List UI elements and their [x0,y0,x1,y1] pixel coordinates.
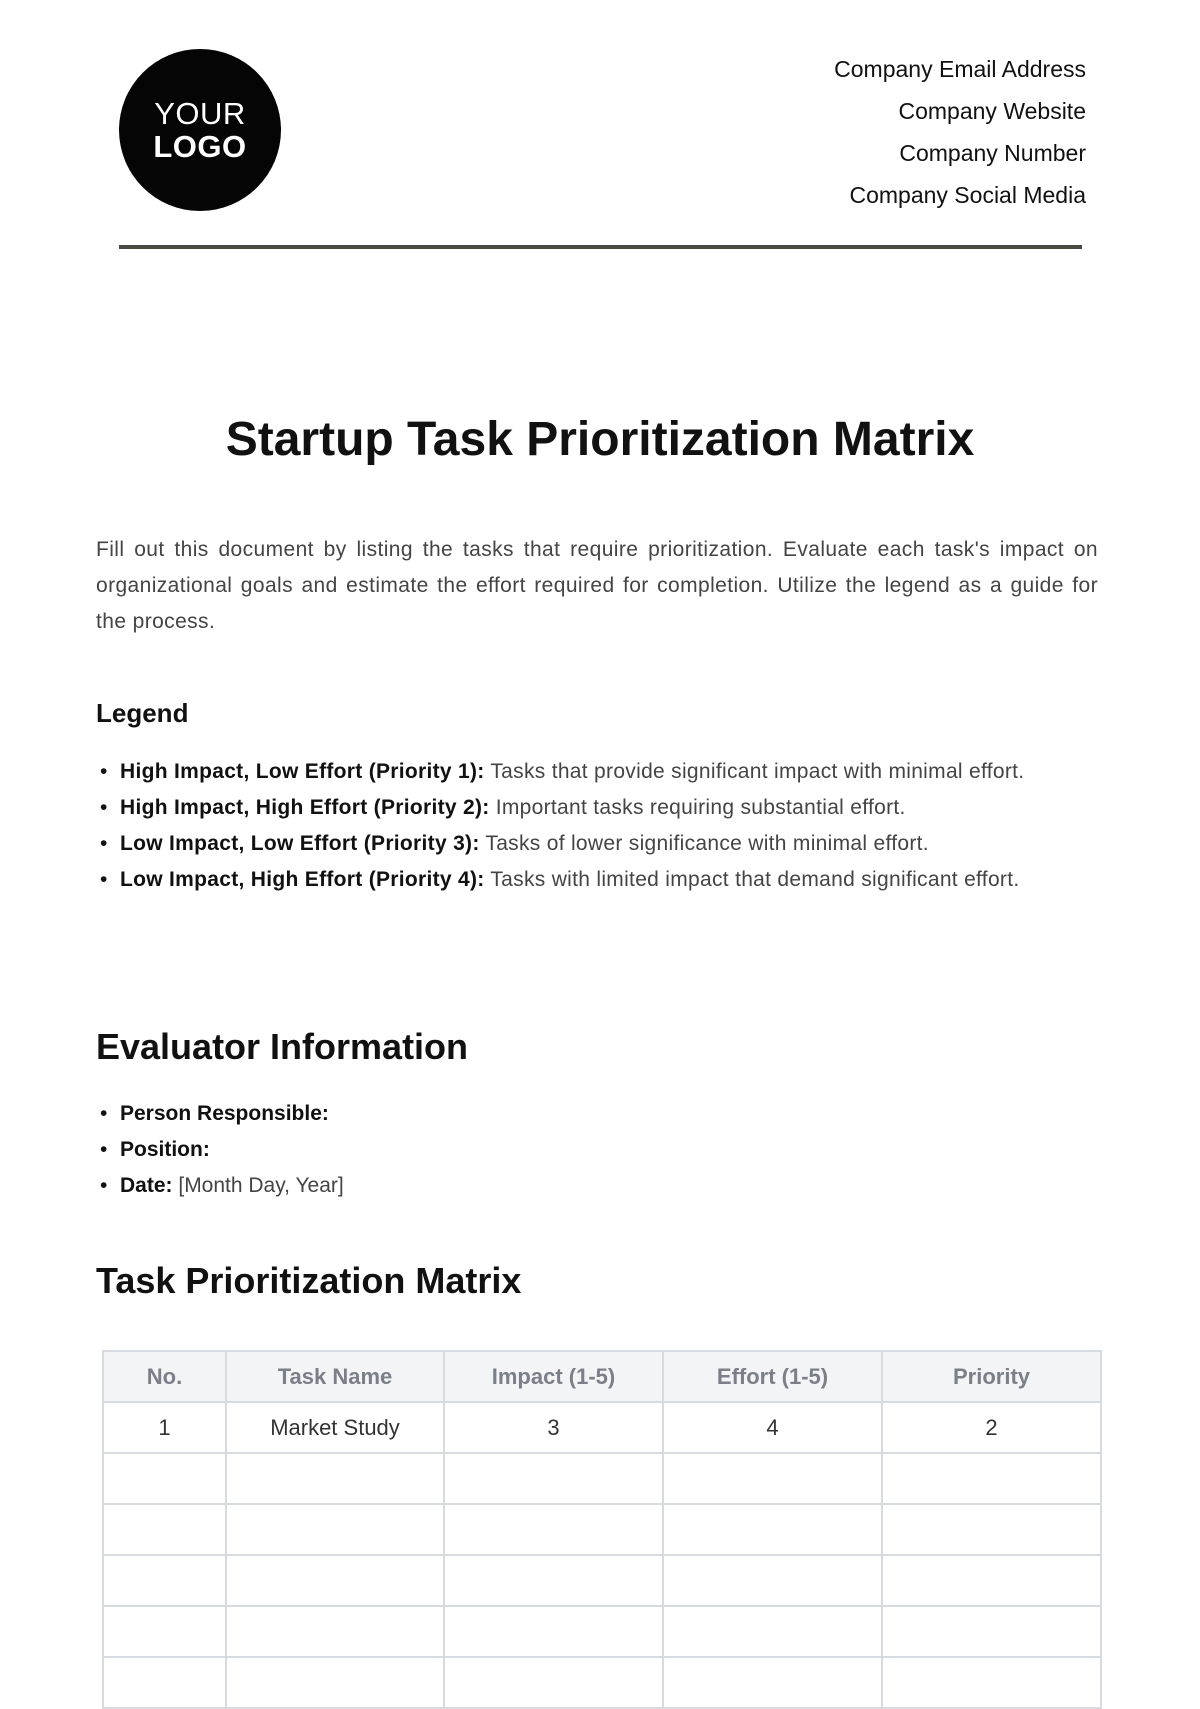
logo-line-2: LOGO [153,129,247,164]
cell-no[interactable] [103,1555,226,1606]
document-title: Startup Task Prioritization Matrix [225,413,975,466]
legend-item-text: Tasks of lower significance with minimal effort. [485,832,929,855]
evaluator-position [96,1132,996,1168]
legend-item-text: Tasks that provide significant impact with minimal effort. [490,760,1025,783]
company-website: Company Website [898,98,1086,124]
cell-no[interactable] [103,1606,226,1657]
cell-effort[interactable] [663,1555,882,1606]
cell-effort[interactable] [663,1504,882,1555]
cell-impact[interactable] [444,1606,663,1657]
logo-line-1: YOUR [154,96,246,131]
table-row [103,1555,1101,1606]
cell-priority[interactable] [882,1555,1101,1606]
cell-task-name[interactable]: Market Study [226,1402,444,1453]
legend-item-text: Important tasks requiring substantial effort. [495,796,906,819]
table-row [103,1453,1101,1504]
intro-paragraph: Fill out this document by listing the tasks that require prioritization. Evaluate each task's impact on organizational goals and estimate the effort required for completion. Utilize the legend as a guide for the process. [96,538,1098,633]
evaluator-date [96,1168,996,1204]
evaluator-person-responsible [96,1096,996,1132]
cell-priority[interactable] [882,1606,1101,1657]
cell-impact[interactable] [444,1453,663,1504]
legend-item [96,862,1072,898]
cell-priority[interactable] [882,1657,1101,1708]
cell-task-name[interactable] [226,1606,444,1657]
legend-item [96,826,1072,862]
cell-effort[interactable]: 4 [663,1402,882,1453]
column-header-no: No. [103,1351,226,1402]
column-header-priority: Priority [882,1351,1101,1402]
legend-item-label: High Impact, High Effort (Priority 2): [120,796,490,819]
company-contact-block [834,53,1086,221]
cell-task-name[interactable] [226,1504,444,1555]
cell-effort[interactable] [663,1453,882,1504]
cell-effort[interactable] [663,1657,882,1708]
cell-impact[interactable] [444,1657,663,1708]
cell-no[interactable] [103,1453,226,1504]
evaluator-heading: Evaluator Information [96,1026,469,1067]
field-label: Date: [120,1174,173,1197]
legend-item-text: Tasks with limited impact that demand significant effort. [490,868,1020,891]
legend-item [96,754,1072,790]
legend-item-label: Low Impact, Low Effort (Priority 3): [120,832,480,855]
company-social-media: Company Social Media [849,182,1086,208]
table-row [103,1606,1101,1657]
field-label: Position: [120,1138,210,1161]
cell-no[interactable]: 1 [103,1402,226,1453]
field-label: Person Responsible: [120,1102,329,1125]
company-logo [119,49,281,211]
column-header-impact: Impact (1-5) [444,1351,663,1402]
evaluator-info-list [96,1096,996,1204]
cell-priority[interactable] [882,1453,1101,1504]
company-email: Company Email Address [834,56,1086,82]
cell-priority[interactable] [882,1504,1101,1555]
cell-impact[interactable]: 3 [444,1402,663,1453]
table-row [103,1402,1101,1453]
cell-impact[interactable] [444,1555,663,1606]
table-row [103,1657,1101,1708]
column-header-task-name: Task Name [226,1351,444,1402]
table-header-row [103,1351,1101,1402]
legend-list [96,754,1072,898]
task-matrix-table [102,1350,1102,1709]
cell-task-name[interactable] [226,1657,444,1708]
cell-task-name[interactable] [226,1555,444,1606]
column-header-effort: Effort (1-5) [663,1351,882,1402]
cell-task-name[interactable] [226,1453,444,1504]
cell-impact[interactable] [444,1504,663,1555]
legend-item [96,790,1072,826]
cell-no[interactable] [103,1657,226,1708]
cell-priority[interactable]: 2 [882,1402,1101,1453]
header-divider [119,245,1082,249]
field-value[interactable]: [Month Day, Year] [178,1174,344,1197]
company-number: Company Number [899,140,1086,166]
legend-item-label: Low Impact, High Effort (Priority 4): [120,868,485,891]
table-row [103,1504,1101,1555]
legend-item-label: High Impact, Low Effort (Priority 1): [120,760,485,783]
matrix-heading: Task Prioritization Matrix [96,1260,522,1301]
cell-effort[interactable] [663,1606,882,1657]
cell-no[interactable] [103,1504,226,1555]
legend-heading: Legend [96,698,189,728]
